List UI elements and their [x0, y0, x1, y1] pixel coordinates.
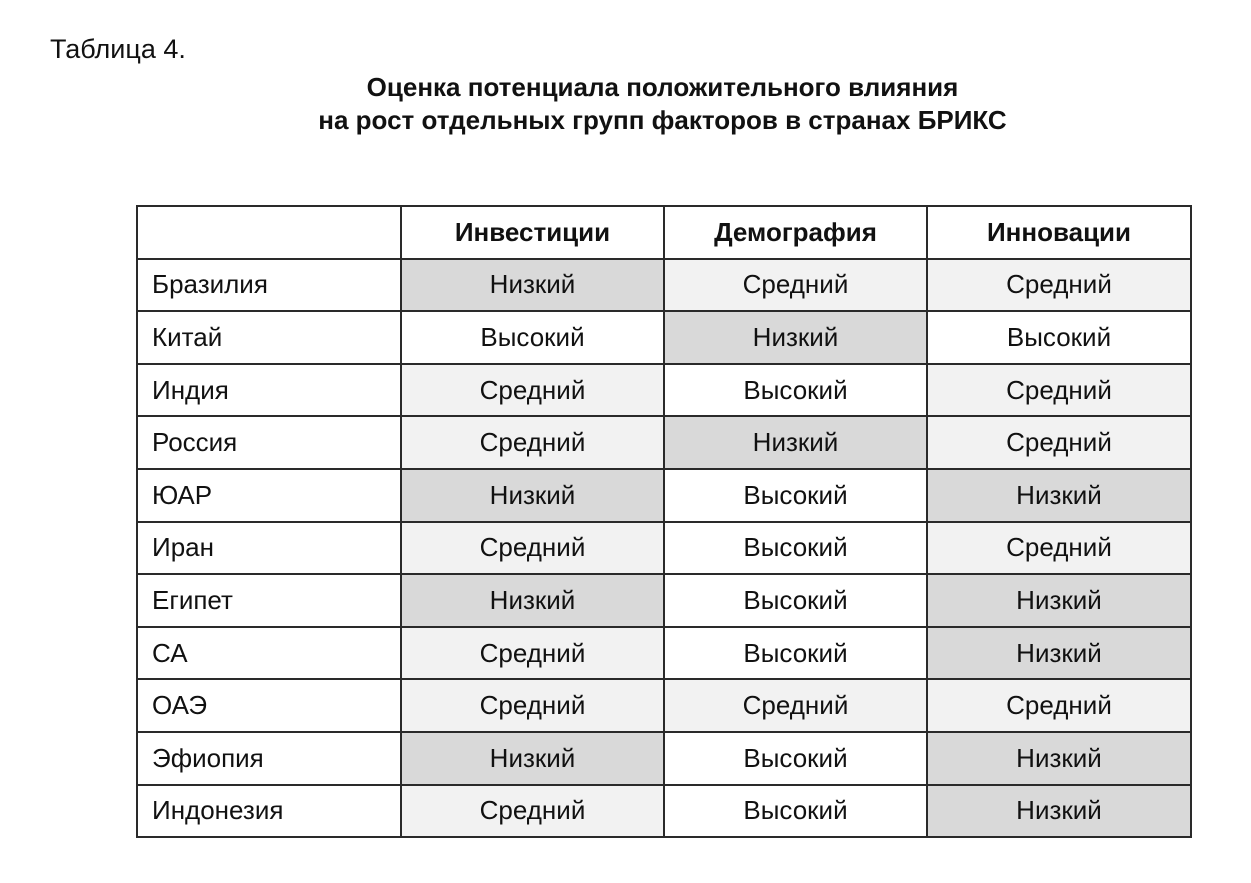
row-country-label: ЮАР [137, 469, 401, 522]
header-cell-investments: Инвестиции [401, 206, 664, 259]
table-cell: Высокий [664, 522, 927, 575]
table-cell: Средний [927, 522, 1191, 575]
table-cell: Низкий [927, 732, 1191, 785]
table-cell: Низкий [664, 416, 927, 469]
table-cell: Средний [664, 679, 927, 732]
table-row [137, 469, 1191, 522]
brics-factors-table [136, 205, 1192, 838]
table-cell: Низкий [401, 469, 664, 522]
table-row [137, 259, 1191, 312]
table-row [137, 627, 1191, 680]
table-cell: Высокий [664, 364, 927, 417]
table-header-row [137, 206, 1191, 259]
table-cell: Средний [927, 416, 1191, 469]
table-cell: Низкий [927, 785, 1191, 838]
row-country-label: ОАЭ [137, 679, 401, 732]
row-country-label: Индонезия [137, 785, 401, 838]
table-cell: Средний [927, 679, 1191, 732]
table-row [137, 679, 1191, 732]
table-cell: Низкий [927, 627, 1191, 680]
table-cell: Высокий [927, 311, 1191, 364]
table-cell: Высокий [664, 469, 927, 522]
table-cell: Низкий [401, 574, 664, 627]
header-cell-innovations: Инновации [927, 206, 1191, 259]
row-country-label: Россия [137, 416, 401, 469]
row-country-label: СА [137, 627, 401, 680]
table-cell: Высокий [664, 732, 927, 785]
row-country-label: Эфиопия [137, 732, 401, 785]
row-country-label: Индия [137, 364, 401, 417]
table-row [137, 364, 1191, 417]
table-cell: Высокий [664, 627, 927, 680]
header-cell-demography: Демография [664, 206, 927, 259]
table-cell: Средний [401, 679, 664, 732]
table-cell: Средний [401, 627, 664, 680]
table-row [137, 311, 1191, 364]
table-cell: Средний [664, 259, 927, 312]
table-number: Таблица 4. [50, 34, 186, 64]
row-country-label: Египет [137, 574, 401, 627]
table-title-line-2: на рост отдельных групп факторов в странах БРИКС [318, 105, 1007, 135]
table-row [137, 574, 1191, 627]
row-country-label: Бразилия [137, 259, 401, 312]
table-cell: Низкий [401, 732, 664, 785]
table-row [137, 522, 1191, 575]
row-country-label: Китай [137, 311, 401, 364]
table-cell: Высокий [664, 574, 927, 627]
header-cell-corner [137, 206, 401, 259]
table-cell: Низкий [664, 311, 927, 364]
table-cell: Средний [401, 416, 664, 469]
table-cell: Низкий [927, 469, 1191, 522]
table-row [137, 732, 1191, 785]
table-row [137, 416, 1191, 469]
table-cell: Низкий [401, 259, 664, 312]
table-cell: Низкий [927, 574, 1191, 627]
table-cell: Высокий [664, 785, 927, 838]
table-cell: Средний [927, 364, 1191, 417]
table-cell: Высокий [401, 311, 664, 364]
table-row [137, 785, 1191, 838]
table-title-line-1: Оценка потенциала положительного влияния [366, 72, 959, 102]
table-cell: Средний [401, 364, 664, 417]
table-cell: Средний [927, 259, 1191, 312]
table-cell: Средний [401, 522, 664, 575]
row-country-label: Иран [137, 522, 401, 575]
table-cell: Средний [401, 785, 664, 838]
table-title [0, 71, 1251, 137]
